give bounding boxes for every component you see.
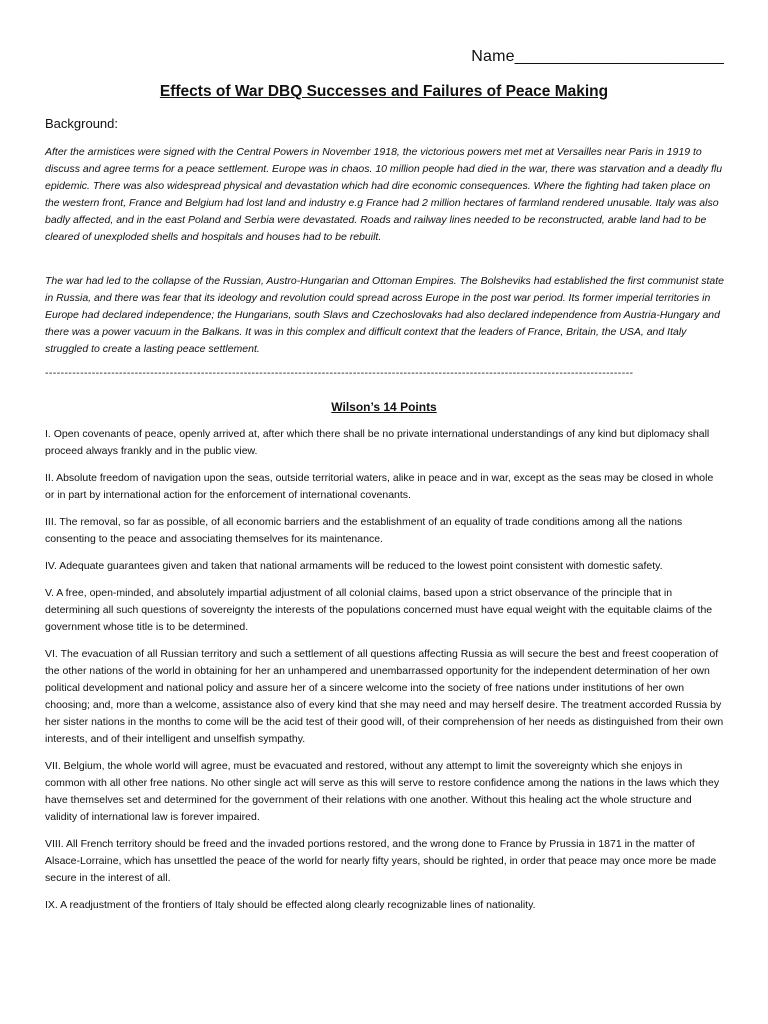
name-field: Name_______________________	[471, 48, 724, 65]
section-divider: -------------------------------------------------------------------------------------------------------------------------------------------------------	[45, 367, 634, 379]
background-paragraph-1: After the armistices were signed with the Central Powers in November 1918, the victorious powers met met at Versailles near Paris in 1919 to discuss and agree terms for a peace settlement. Europe was in chaos. 10 million people had died in the war, there was starvation and a deadly flu epidemic. There was also widespread physical and devastation which had dire economic consequences. Where the fighting had taken place on the western front, France and Belgium had lost land and industry e.g France had 2 million hectares of farmland rendered unusable. Italy was also badly affected, and in the east Poland and Serbia were devastated. Roads and railway lines needed to be reconstructed, arable land had to be cleared of unexploded shells and hospitals and houses had to be rebuilt.	[45, 146, 723, 243]
wilson-points-title: Wilson’s 14 Points	[331, 400, 437, 414]
background-label: Background:	[45, 116, 118, 131]
point-7: VII. Belgium, the whole world will agree, must be evacuated and restored, without any attempt to limit the sovereignty which she enjoys in common with all other free nations. No other single act will serve as this will serve to restore confidence among the nations in the laws which they have themselves set and determined for the government of their relations with one another. Without this healing act the whole structure and validity of international law is forever impaired.	[45, 760, 720, 823]
point-1: I. Open covenants of peace, openly arrived at, after which there shall be no private international understandings of any kind but diplomacy shall proceed always frankly and in the public view.	[45, 428, 710, 457]
wilson-points-list	[45, 426, 725, 924]
point-8: VIII. All French territory should be freed and the invaded portions restored, and the wrong done to France by Prussia in 1871 in the matter of Alsace-Lorraine, which has unsettled the peace of the world for nearly fifty years, should be righted, in order that peace may once more be made secure in the interest of all.	[45, 838, 717, 884]
point-9: IX. A readjustment of the frontiers of Italy should be effected along clearly recognizable lines of nationality.	[45, 899, 536, 911]
point-4: IV. Adequate guarantees given and taken that national armaments will be reduced to the lowest point consistent with domestic safety.	[45, 560, 663, 572]
point-2: II. Absolute freedom of navigation upon the seas, outside territorial waters, alike in peace and in war, except as the seas may be closed in whole or in part by international action for the enforcement of international covenants.	[45, 472, 714, 501]
document-title: Effects of War DBQ Successes and Failures of Peace Making	[159, 83, 609, 100]
point-6: VI. The evacuation of all Russian territory and such a settlement of all questions affecting Russia as will secure the best and freest cooperation of the other nations of the world in obtaining for her an unhampered and unembarrassed opportunity for the independent determination of her own political development and national policy and assure her of a sincere welcome into the society of free nations under institutions of her own choosing; and, more than a welcome, assistance also of every kind that she may need and may herself desire. The treatment accorded Russia by her sister nations in the months to come will be the acid test of their good will, of their comprehension of her needs as distinguished from their own interests, and of their intelligent and unselfish sympathy.	[45, 648, 724, 745]
point-3: III. The removal, so far as possible, of all economic barriers and the establishment of an equality of trade conditions among all the nations consenting to the peace and associating themselves for its maintenance.	[45, 516, 683, 545]
background-paragraph-2: The war had led to the collapse of the Russian, Austro-Hungarian and Ottoman Empires. The Bolsheviks had established the first communist state in Russia, and there was fear that its ideology and revolution could spread across Europe in the post war period. Its former imperial territories in Europe had declared independence; the Hungarians, south Slavs and Czechoslovaks had also declared independence from Austria-Hungary and there was a power vacuum in the Balkans. It was in this complex and difficult context that the leaders of France, Britain, the USA, and Italy struggled to create a lasting peace settlement.	[45, 275, 724, 355]
point-5: V. A free, open-minded, and absolutely impartial adjustment of all colonial claims, based upon a strict observance of the principle that in determining all such questions of sovereignty the interests of the populations concerned must have equal weight with the equitable claims of the government whose title is to be determined.	[45, 587, 713, 633]
